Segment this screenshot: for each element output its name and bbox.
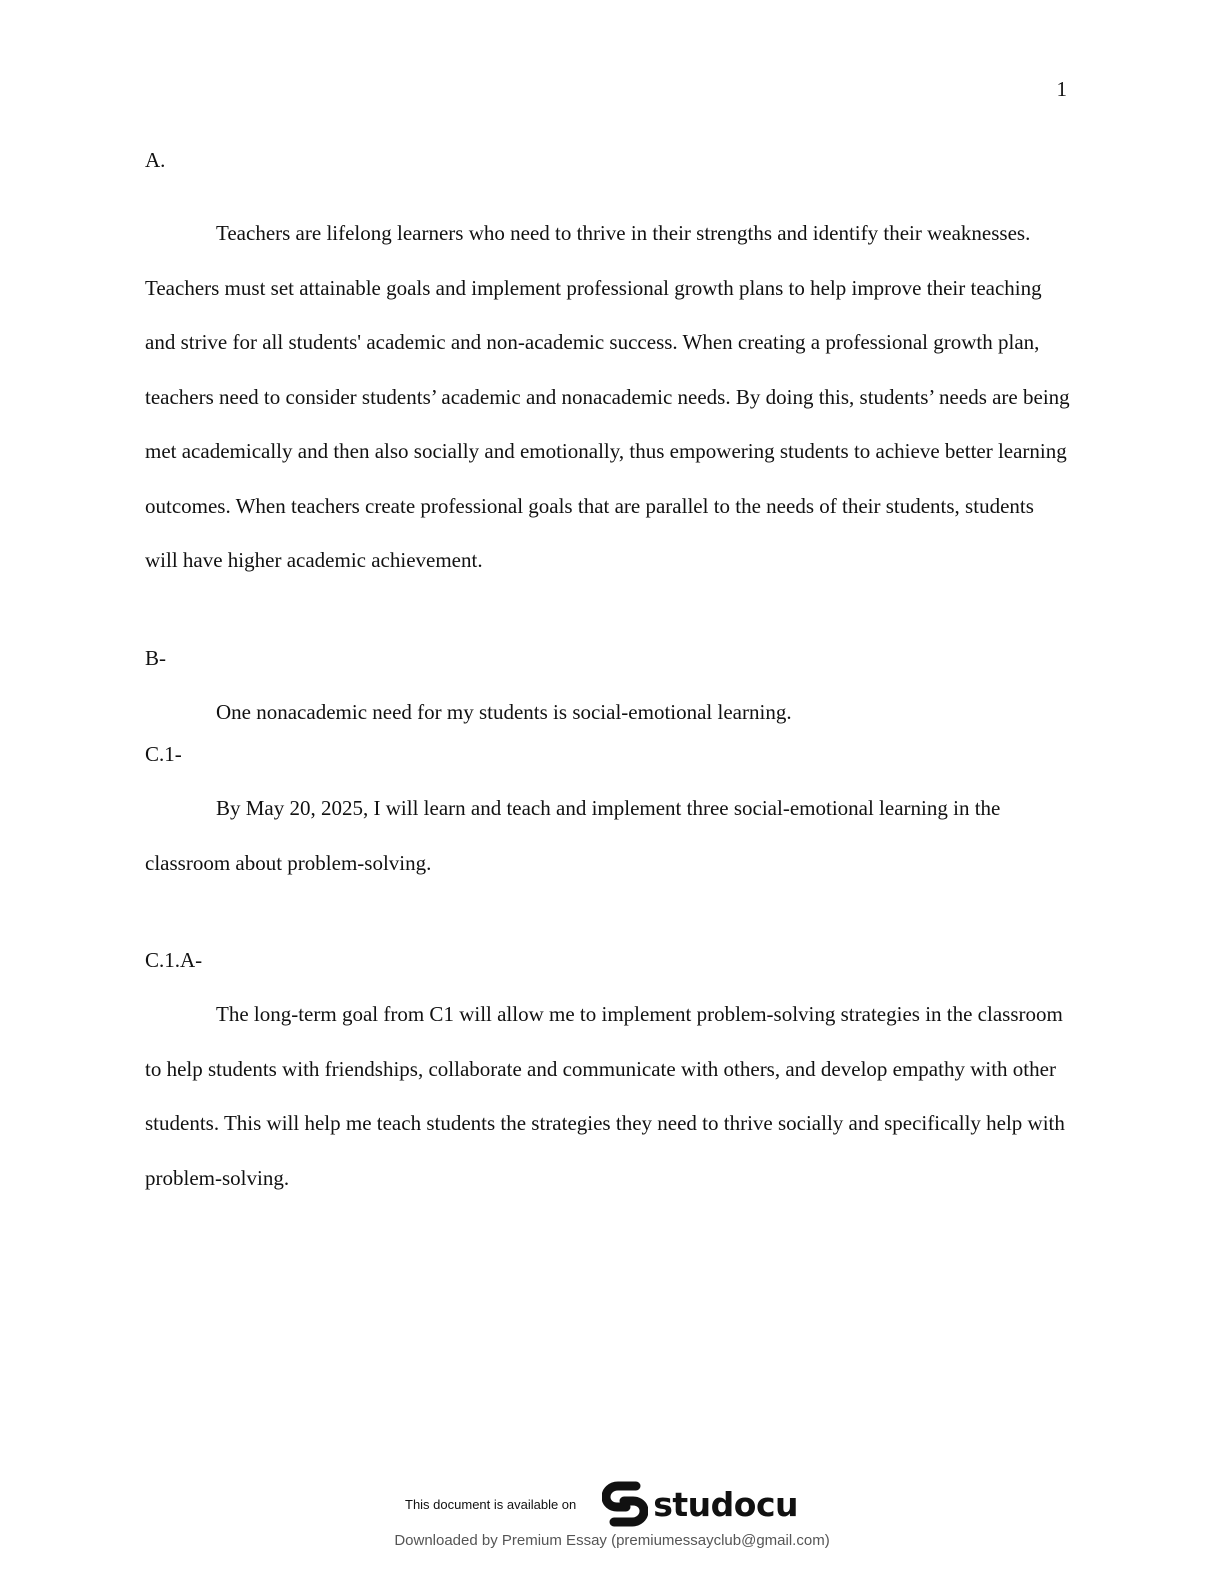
- section-c1-paragraph: By May 20, 2025, I will learn and teach and implement three social-emotional learning in the classroom about problem-solving.: [145, 796, 1001, 875]
- section-heading-c1a: C.1.A-: [145, 948, 203, 972]
- downloaded-by-text: Downloaded by Premium Essay (premiumessayclub@gmail.com): [394, 1532, 830, 1549]
- spacer: [145, 175, 1070, 206]
- spacer: [145, 588, 1070, 643]
- studocu-logo-icon: [602, 1480, 648, 1528]
- section-heading-a: A.: [145, 148, 166, 172]
- section-c1a-paragraph: The long-term goal from C1 will allow me to implement problem-solving strategies in the classroom to help students with friendships, collaborate and communicate with others, and develop empathy with other students. This will help me teach students the strategies they need to thrive socially and specifically help with problem-solving.: [145, 1002, 1065, 1190]
- section-b-paragraph: One nonacademic need for my students is social-emotional learning.: [216, 699, 792, 724]
- section-heading-c1: C.1-: [145, 742, 182, 766]
- section-heading-b: B-: [145, 645, 166, 670]
- section-a-paragraph: Teachers are lifelong learners who need to thrive in their strengths and identify their weaknesses. Teachers must set attainable goals and implement professional growth plans to help improve their teaching and strive for all students' academic and non-academic success. When creating a professional growth plan, teachers need to consider students’ academic and nonacademic needs. By doing this, students’ needs are being met academically and then also socially and emotionally, thus empowering students to achieve better learning outcomes. When teachers create professional goals that are parallel to the needs of their students, students will have higher academic achievement.: [145, 221, 1070, 572]
- studocu-logo[interactable]: [602, 1480, 798, 1528]
- spacer: [145, 769, 1070, 781]
- availability-text: This document is available on: [405, 1496, 577, 1512]
- availability-row: [405, 1478, 798, 1530]
- studocu-wordmark: studocu: [653, 1484, 799, 1524]
- page-number: 1: [1056, 77, 1067, 101]
- spacer: [145, 975, 1070, 987]
- document-body: [145, 144, 1070, 1205]
- spacer: [145, 673, 1070, 685]
- spacer: [145, 890, 1070, 945]
